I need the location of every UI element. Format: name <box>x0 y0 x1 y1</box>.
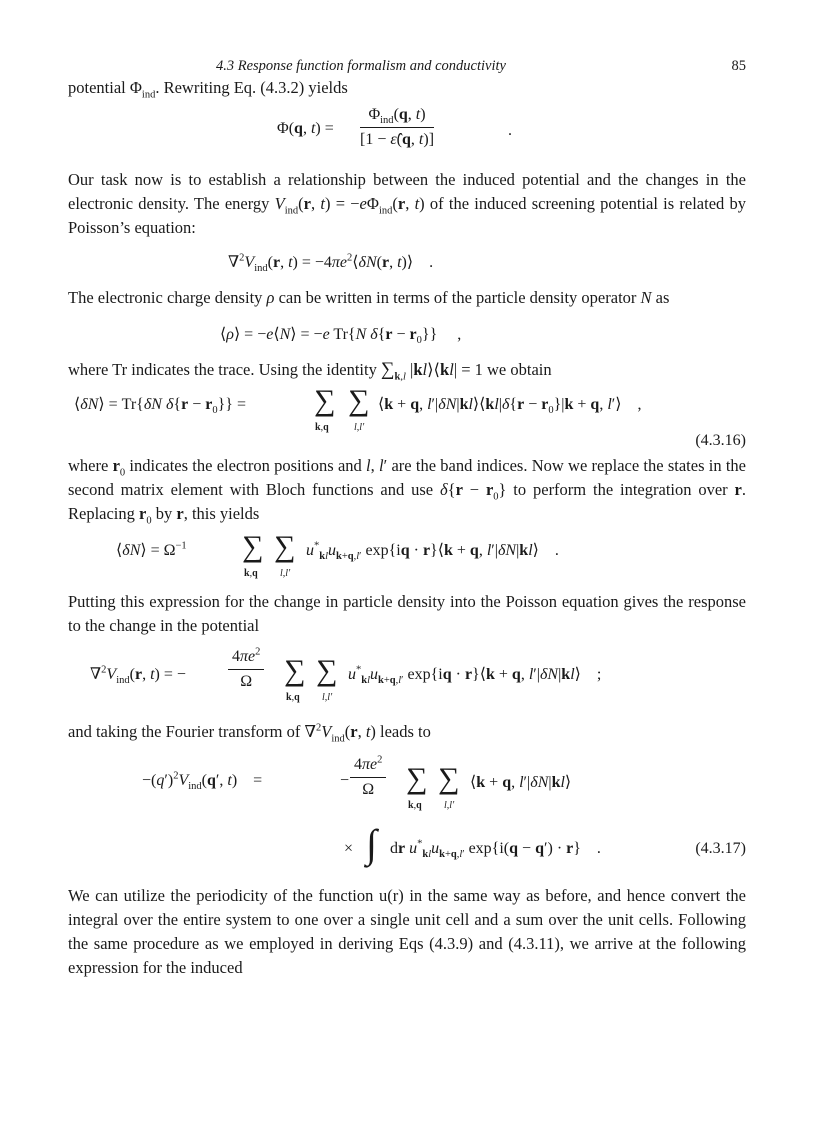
equation-6: $\nabla^2V_{ind}(r$, t) = − $\frac{4\pi e^2}{\Omega}$ ∑ ∑ k,q l,l′ $u^*_{kl}u_{k+q,l'}$ exp{iq · r}⟨k + q, l′|δN|kl⟩ ; <box>90 646 602 703</box>
equation-2: $\nabla^2V_{ind}(r$, $t) = -4\pi e^2⟨\delta N(r$, t)⟩ . <box>228 252 434 275</box>
equation-4: ⟨δN⟩ = Tr{δN $\delta\{r - r_0\}$} = ∑ ∑ k,q l,l′ ⟨k + q, l′|δN|kl⟩⟨kl|δ{r − $r_0\}|k + q$, l′⟩ , (4.3.16) <box>74 384 746 449</box>
equation-number-16: (4.3.16) <box>695 432 746 449</box>
section-title: 4.3 Response function formalism and conductivity <box>216 58 506 74</box>
paragraph-6: Putting this expression for the change in particle density into the Poisson equation gives the response to the change in the potential <box>68 592 746 635</box>
equation-7: $-(q')^2V_{ind}(q'$, t) = − $\frac{4\pi e^2}{\Omega}$ ∑ ∑ k,q l,l′ ⟨k + q, l′|δN|kl⟩ × ∫ dr $u^*_{kl}u_{k+q,l'}$ exp{i(q − q′) · r} . (4.3.17) <box>142 754 746 866</box>
paragraph-4: where Tr indicates the trace. Using the identity $\sum_{k,l}$ |kl⟩⟨kl| = 1 we obtain <box>68 359 552 383</box>
paragraph-8: We can utilize the periodicity of the function u(r) in the same way as before, and hence convert the integral over the entire system to one over a single unit cell and a sum over the unit cells. Following the same procedure as we employed in deriving Eqs (4.3.9) and (4.3.11), we arrive at the following expression for the induced <box>68 886 746 977</box>
paragraph-1: potential $\Phi_{ind}$. Rewriting Eq. (4.3.2) yields <box>68 78 348 101</box>
book-page <box>68 50 746 980</box>
paragraph-7: and taking the Fourier transform of $\nabla^2V_{ind}(r$, t) leads to <box>68 722 431 745</box>
equation-3: ⟨ρ⟩ = −e⟨N⟩ = −e Tr{N $\delta\{r - r_0\}$} , <box>220 326 462 347</box>
equation-1: Φ(q, t) = $\Phi_{ind}(q$, t) [1 − ε̂(q, t)] . <box>277 106 512 148</box>
equation-5: ⟨δN⟩ = $\Omega^{-1}$ ∑ ∑ k,q l,l′ $u^*_{kl}u_{k+q,l'}$ exp{iq · r}⟨k + q, l′|δN|kl⟩ . <box>116 530 559 579</box>
page-number: 85 <box>731 58 746 74</box>
running-header <box>68 50 746 76</box>
equation-number-17: (4.3.17) <box>695 840 746 857</box>
paragraph-3: The electronic charge density ρ can be written in terms of the particle density operator N as <box>68 288 670 307</box>
paragraph-2: Our task now is to establish a relationship between the induced potential and the changes in the electronic density. The energy $V_{ind}(r$, $t) = -e\Phi_{ind}(r$, t) of the induced screening potential is related by Poisson’s equation: <box>68 170 747 237</box>
paragraph-5: where $r_0$ indicates the electron positions and l, l′ are the band indices. Now we replace the states in the second matrix element with Bloch functions and use $\delta\{r - r_0\}$ to perform the integration over r. Replacing $r_0$ by r, this yields <box>68 456 746 527</box>
